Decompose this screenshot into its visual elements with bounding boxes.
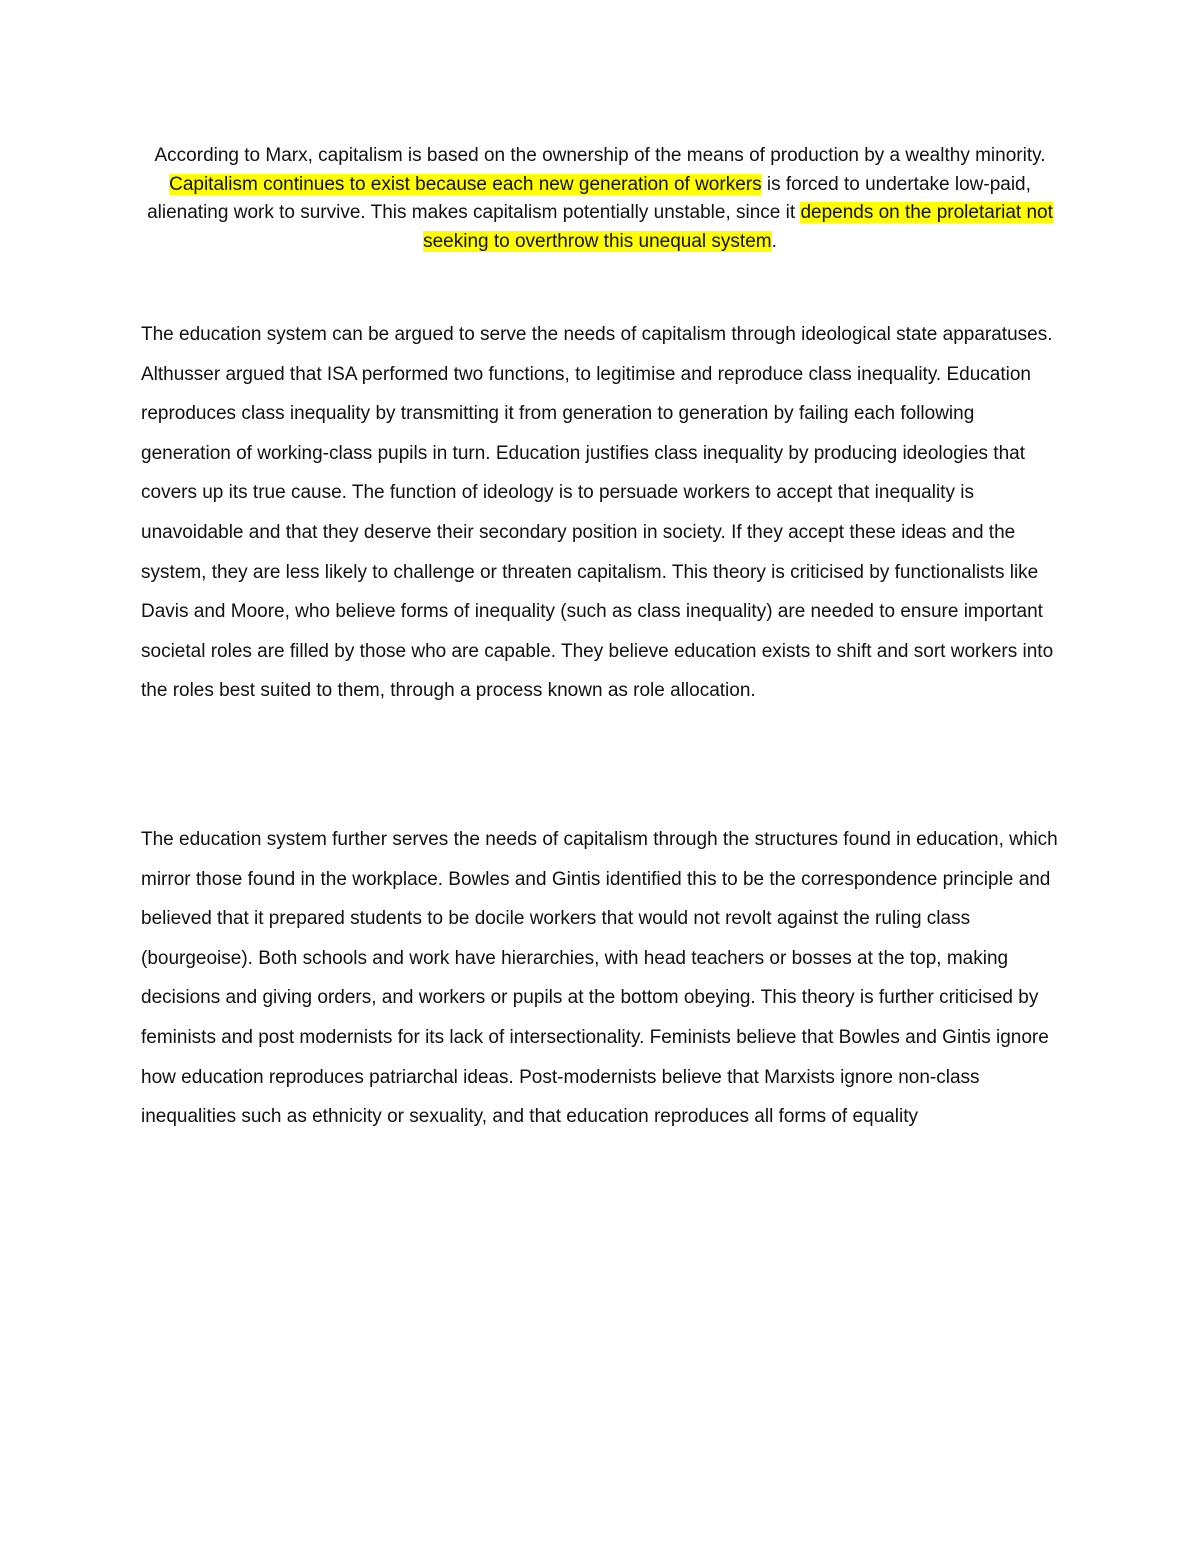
correspondence-principle-paragraph: The education system further serves the needs of capitalism through the structures found in education, which mirror those found in the workplace. Bowles and Gintis identified this to be the correspondence principle and believed that it prepared students to be docile workers that would not revolt against the ruling class (bourgeoise). Both schools and work have hierarchies, with head teachers or bosses at the top, making decisions and giving orders, and workers or pupils at the bottom obeying. This theory is further criticised by feminists and post modernists for its lack of intersectionality. Feminists believe that Bowles and Gintis ignore how education reproduces patriarchal ideas. Post-modernists believe that Marxists ignore non-class inequalities such as ethnicity or sexuality, and that education reproduces all forms of equality	[141, 829, 1058, 1128]
highlighted-text-2: depends on the proletariat not seeking to overthrow this unequal system	[423, 202, 1053, 252]
highlighted-text-1: Capitalism continues to exist because each new generation of workers	[169, 173, 762, 195]
intro-text-3: .	[771, 230, 777, 252]
intro-paragraph	[134, 142, 1066, 256]
intro-text-2: is forced to undertake low-paid, alienating work to survive. This makes capitalism potentially unstable, since it	[147, 173, 1031, 223]
ideological-state-apparatus-paragraph: The education system can be argued to serve the needs of capitalism through ideological state apparatuses. Althusser argued that ISA performed two functions, to legitimise and reproduce class inequality. Education reproduces class inequality by transmitting it from generation to generation by failing each following generation of working-class pupils in turn. Education justifies class inequality by producing ideologies that covers up its true cause. The function of ideology is to persuade workers to accept that inequality is unavoidable and that they deserve their secondary position in society. If they accept these ideas and the system, they are less likely to challenge or threaten capitalism. This theory is criticised by functionalists like Davis and Moore, who believe forms of inequality (such as class inequality) are needed to ensure important societal roles are filled by those who are capable. They believe education exists to shift and sort workers into the roles best suited to them, through a process known as role allocation.	[141, 324, 1054, 702]
intro-text-1: According to Marx, capitalism is based on the ownership of the means of production by a wealthy minority.	[154, 145, 1046, 166]
